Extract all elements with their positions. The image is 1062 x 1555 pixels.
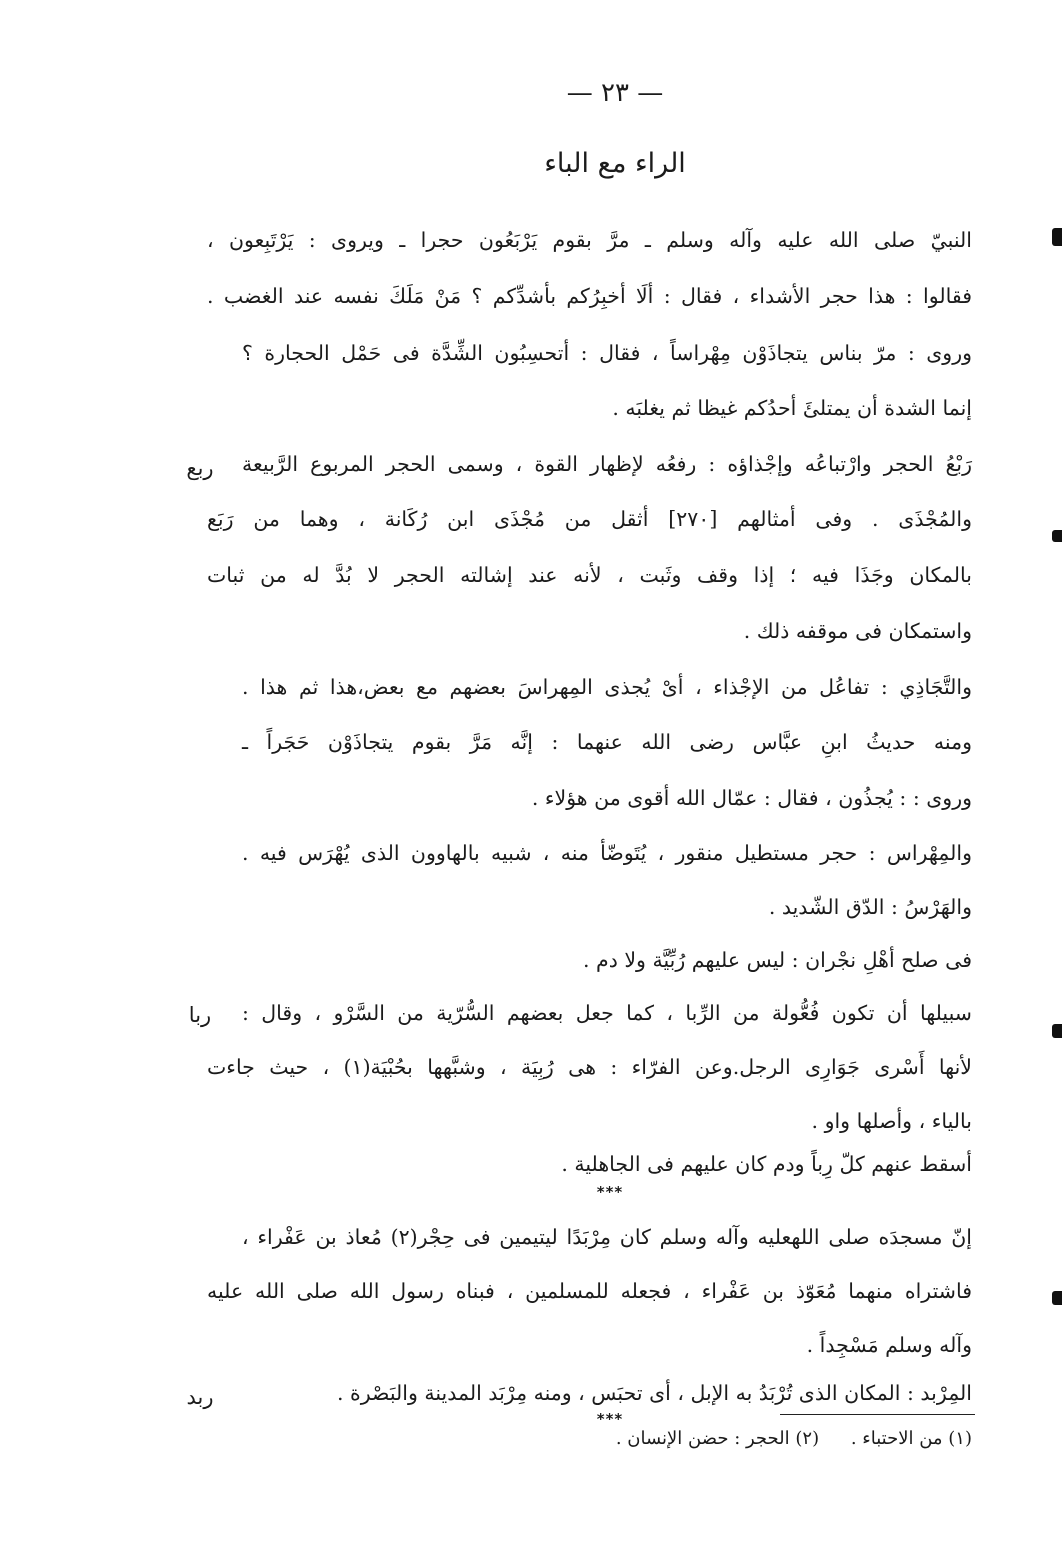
footnote-divider [780, 1414, 975, 1415]
text-line: واستمكان فى موقفه ذلك . [743, 619, 972, 643]
margin-headword: ربع [186, 456, 214, 480]
text-line: فقالوا : هذا حجر الأشداء ، فقال : ألَا أخبِرُكم بأشدِّكم ؟ مَنْ مَلَكَ نفسه عند الغضب . [207, 284, 972, 308]
asterism-separator: *** [596, 1410, 624, 1428]
text-line: لأنها أَسْرى جَوَارِى الرجل.وعن الفرّاء : هى رُبِيَة ، وشبَّهها بحُبْيَة(١) ، حيث جاءت [207, 1055, 972, 1079]
text-line: فى صلح أهْلِ نجْران : ليس عليهم رُبِّيَّة ولا دم . [583, 948, 972, 972]
text-line: وروى : مرّ بناس يتجاذَوْن مِهْراساً ، فقال : أتحسِبُون الشِّدَّة فى حَمْل الحجارة ؟ [242, 341, 972, 365]
text-line: فاشتراه منهما مُعَوّذ بن عَفْراء ، فجعله للمسلمين ، فبناه رسول الله صلى الله عليه [207, 1279, 972, 1303]
page-edge-mark [1052, 228, 1062, 246]
text-line: النبيّ صلى الله عليه وآله وسلم ـ مرَّ بقوم يَرْبَعُون حجرا ـ ويروى : يَرْتَبِعون ، [207, 228, 972, 252]
text-line: والهَرْسُ : الدّق الشّديد . [768, 895, 972, 919]
margin-headword: ربد [186, 1385, 214, 1409]
text-line: وآله وسلم مَسْجِداً . [806, 1333, 972, 1357]
text-line: أسقط عنهم كلّ رِباً ودم كان عليهم فى الجاهلية . [561, 1152, 972, 1176]
page-edge-mark [1052, 530, 1062, 542]
page-number: — ٢٣ — [566, 78, 664, 108]
footnote-2: (٢) الحجر : حضن الإنسان . [615, 1428, 820, 1449]
text-line: وروى : : يُجذُون ، فقال : عمّال الله أقوى من هؤلاء . [531, 786, 972, 810]
text-line: المِرْبد : المكان الذى تُرْبَدُ به الإبل ، أى تحبَس ، ومنه مِرْبَد المدينة والبَصْرة . [336, 1381, 972, 1405]
text-line: ومنه حديثُ ابنِ عبَّاس رضى الله عنهما : إنَّه مَرَّ بقوم يتجاذَوْن حَجَراً ـ [242, 730, 972, 754]
text-line: بالياء ، وأصلها واو . [811, 1109, 972, 1133]
section-title: الراء مع الباء [544, 148, 686, 179]
text-line: والتَّجَاذِي : تفاعُل من الإجْذاء ، أىْ يُجذى المِهراسَ بعضهم مع بعض،هذا ثم هذا . [242, 675, 972, 699]
footnote-1: (١) من الاحتباء . [850, 1428, 972, 1449]
text-line: والمِهْراس : حجر مستطيل منقور ، يُتَوضّأ منه ، شبيه بالهاوون الذى يُهْرَس فيه . [242, 841, 972, 865]
text-line: سبيلها أن تكون فُعُّولة من الرِّبا ، كما جعل بعضهم السُّرّية من السَّرْو ، وقال : [242, 1001, 972, 1025]
margin-headword: ربا [188, 1003, 212, 1027]
text-line: بالمكان وجَذَا فيه ؛ إذا وقف وثَبت ، لأنه عند إشالته الحجر لا بُدَّ له من ثبات [207, 563, 972, 587]
asterism-separator: *** [596, 1183, 624, 1201]
text-line: والمُجْذَى . وفى أمثالهم [٢٧٠] أثقل من مُجْذَى ابن رُكَانة ، وهما من رَبَع [207, 507, 973, 531]
text-line: إنّ مسجدَه صلى اللهعليه وآله وسلم كان مِرْبَدًا ليتيمين فى حِجْر(٢) مُعاذ بن عَفْراء ، [242, 1225, 972, 1249]
text-line: إنما الشدة أن يمتلئَ أحدُكم غيظا ثم يغلبَه . [612, 396, 972, 420]
text-line: رَبْعُ الحجر وارْتباعُه وإجْذاؤه : رفعُه لإظهار القوة ، وسمى الحجر المربوع الرَّبيعة [242, 452, 972, 476]
footnotes [590, 1428, 972, 1449]
page-edge-mark [1052, 1291, 1062, 1305]
page-edge-mark [1052, 1024, 1062, 1038]
